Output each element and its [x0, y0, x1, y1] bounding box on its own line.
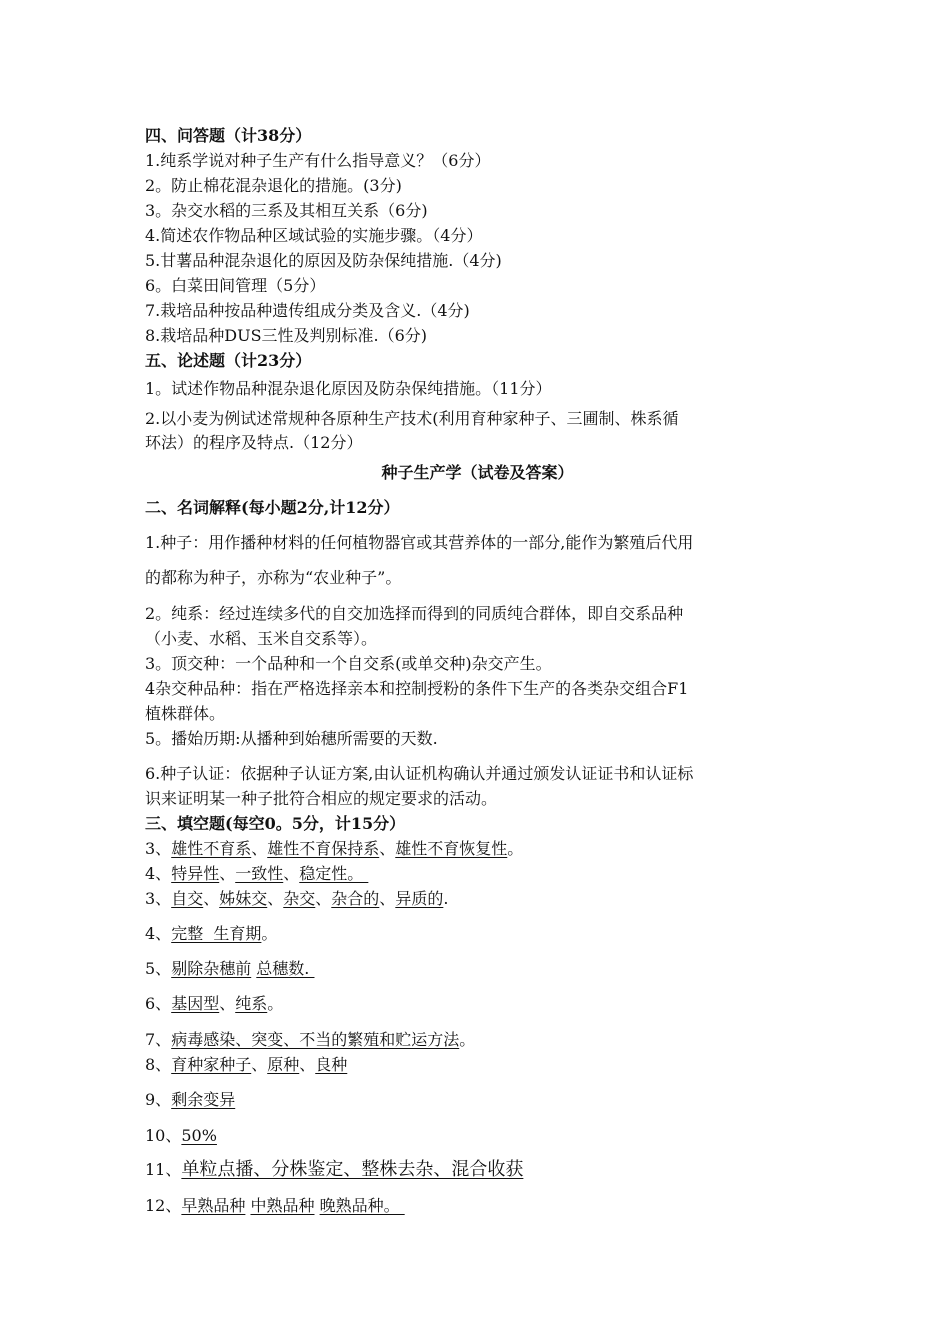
answer-blank: 剩余变异 [171, 1090, 236, 1109]
answer-line [145, 1125, 217, 1147]
answer-end: 。 [459, 1030, 476, 1049]
answer-number: 4、 [145, 864, 172, 883]
answer-blank: 单粒点播、分株鉴定、整株去杂、混合收获 [181, 1159, 524, 1180]
answer-separator: 、 [251, 839, 268, 858]
answer-number: 7、 [145, 1030, 172, 1049]
answer-blank: 特异性 [171, 864, 220, 883]
definition-6-line-1: 6.种子认证：依据种子认证方案,由认证机构确认并通过颁发认证证书和认证标 [145, 764, 694, 783]
definition-5: 5。播始历期:从播种到始穗所需要的天数. [145, 729, 438, 748]
answer-blank: 基因型 [171, 994, 220, 1013]
answer-blank: 育种家种子 [171, 1055, 252, 1074]
answer-separator: 、 [203, 889, 220, 908]
answer-blank: 原种 [267, 1055, 300, 1074]
answer-blank: 自交 [171, 889, 204, 908]
answer-separator: 、 [283, 864, 300, 883]
answer-separator: 、 [219, 994, 236, 1013]
section-3-heading: 三、填空题(每空0。5分，计15分） [145, 814, 406, 833]
answer-number: 11、 [145, 1160, 182, 1179]
answer-line [145, 838, 523, 860]
answer-number: 9、 [145, 1090, 172, 1109]
answer-blank: 早熟品种 [181, 1196, 246, 1215]
answer-line [145, 1029, 475, 1051]
definition-1-line-2: 的都称为种子，亦称为“农业种子”。 [145, 568, 402, 587]
answer-separator: 、 [219, 864, 236, 883]
definition-3: 3。顶交种：一个品种和一个自交系(或单交种)杂交产生。 [145, 654, 552, 673]
section-2-heading: 二、名词解释(每小题2分,计12分） [145, 498, 400, 517]
answer-blank: 中熟品种 [250, 1196, 315, 1215]
definition-6-line-2: 识来证明某一种子批符合相应的规定要求的活动。 [145, 789, 498, 808]
answer-number: 8、 [145, 1055, 172, 1074]
answer-line [145, 888, 448, 910]
question-item: 4.简述农作物品种区域试验的实施步骤。（4分） [145, 226, 483, 245]
answer-blank: 异质的 [395, 889, 444, 908]
answer-blank: 杂交 [283, 889, 316, 908]
question-item: 6。白菜田间管理（5分） [145, 276, 326, 295]
answer-blank: 晚熟品种。 [319, 1196, 405, 1215]
answer-blank: 完整 生育期 [171, 924, 262, 943]
answer-end: 。 [267, 994, 284, 1013]
question-item: 7.栽培品种按品种遗传组成分类及含义.（4分) [145, 301, 470, 320]
answer-separator: 、 [267, 889, 284, 908]
answer-separator: 、 [379, 889, 396, 908]
question-item: 1.纯系学说对种子生产有什么指导意义？（6分） [145, 151, 491, 170]
definition-1-line-1: 1.种子：用作播种材料的任何植物器官或其营养体的一部分,能作为繁殖后代用 [145, 533, 694, 552]
definition-4-line-2: 植株群体。 [145, 704, 226, 723]
answer-separator: 、 [299, 1055, 316, 1074]
definition-2-line-1: 2。纯系：经过连续多代的自交加选择而得到的同质纯合群体，即自交系品种 [145, 604, 684, 623]
answer-blank: 病毒感染、突变、不当的繁殖和贮运方法 [171, 1030, 460, 1049]
answer-number: 6、 [145, 994, 172, 1013]
answer-blank: 雄性不育恢复性 [395, 839, 508, 858]
answer-line [145, 1089, 235, 1111]
essay-question-1: 1。试述作物品种混杂退化原因及防杂保纯措施。（11分） [145, 379, 552, 398]
answer-blank: 雄性不育保持系 [267, 839, 380, 858]
answer-line [145, 993, 283, 1015]
answer-end: . [443, 889, 449, 908]
definition-2-line-2: （小麦、水稻、玉米自交系等）。 [145, 629, 378, 648]
question-item: 5.甘薯品种混杂退化的原因及防杂保纯措施.（4分) [145, 251, 502, 270]
question-item: 2。防止棉花混杂退化的措施。(3分) [145, 176, 402, 195]
answer-line [145, 923, 277, 945]
answer-blank: 稳定性。 [299, 864, 369, 883]
answer-line [145, 1054, 347, 1076]
answer-blank: 姊妹交 [219, 889, 268, 908]
answer-blank: 一致性 [235, 864, 284, 883]
answer-separator: 、 [315, 889, 332, 908]
essay-question-2-line-2: 环法）的程序及特点.（12分） [145, 433, 363, 452]
answer-end: 。 [261, 924, 278, 943]
answer-blank: 良种 [315, 1055, 348, 1074]
answer-blank: 杂合的 [331, 889, 380, 908]
definition-4-line-1: 4杂交种品种：指在严格选择亲本和控制授粉的条件下生产的各类杂交组合F1 [145, 679, 689, 698]
question-item: 8.栽培品种DUS三性及判别标准.（6分) [145, 326, 428, 345]
answer-number: 3、 [145, 839, 172, 858]
answer-end: 。 [507, 839, 524, 858]
answer-blank: 剔除杂穗前 [171, 959, 252, 978]
answer-number: 10、 [145, 1126, 182, 1145]
document-title: 种子生产学（试卷及答案） [381, 463, 574, 482]
answer-number: 12、 [145, 1196, 182, 1215]
answer-line [145, 958, 314, 980]
answer-number: 3、 [145, 889, 172, 908]
section-5-heading: 五、论述题（计23分） [145, 351, 312, 370]
answer-blank: 纯系 [235, 994, 268, 1013]
answer-number: 5、 [145, 959, 172, 978]
answer-line [145, 863, 368, 885]
answer-line [145, 1195, 405, 1217]
answer-blank: 50% [181, 1126, 217, 1145]
answer-blank: 总穗数. [256, 959, 315, 978]
answer-number: 4、 [145, 924, 172, 943]
section-4-heading: 四、问答题（计38分） [145, 126, 312, 145]
essay-question-2-line-1: 2.以小麦为例试述常规种各原种生产技术(利用育种家种子、三圃制、株系循 [145, 409, 679, 428]
answer-separator: 、 [379, 839, 396, 858]
answer-separator: 、 [251, 1055, 268, 1074]
answer-blank: 雄性不育系 [171, 839, 252, 858]
question-item: 3。杂交水稻的三系及其相互关系（6分) [145, 201, 428, 220]
answer-line [145, 1159, 523, 1181]
